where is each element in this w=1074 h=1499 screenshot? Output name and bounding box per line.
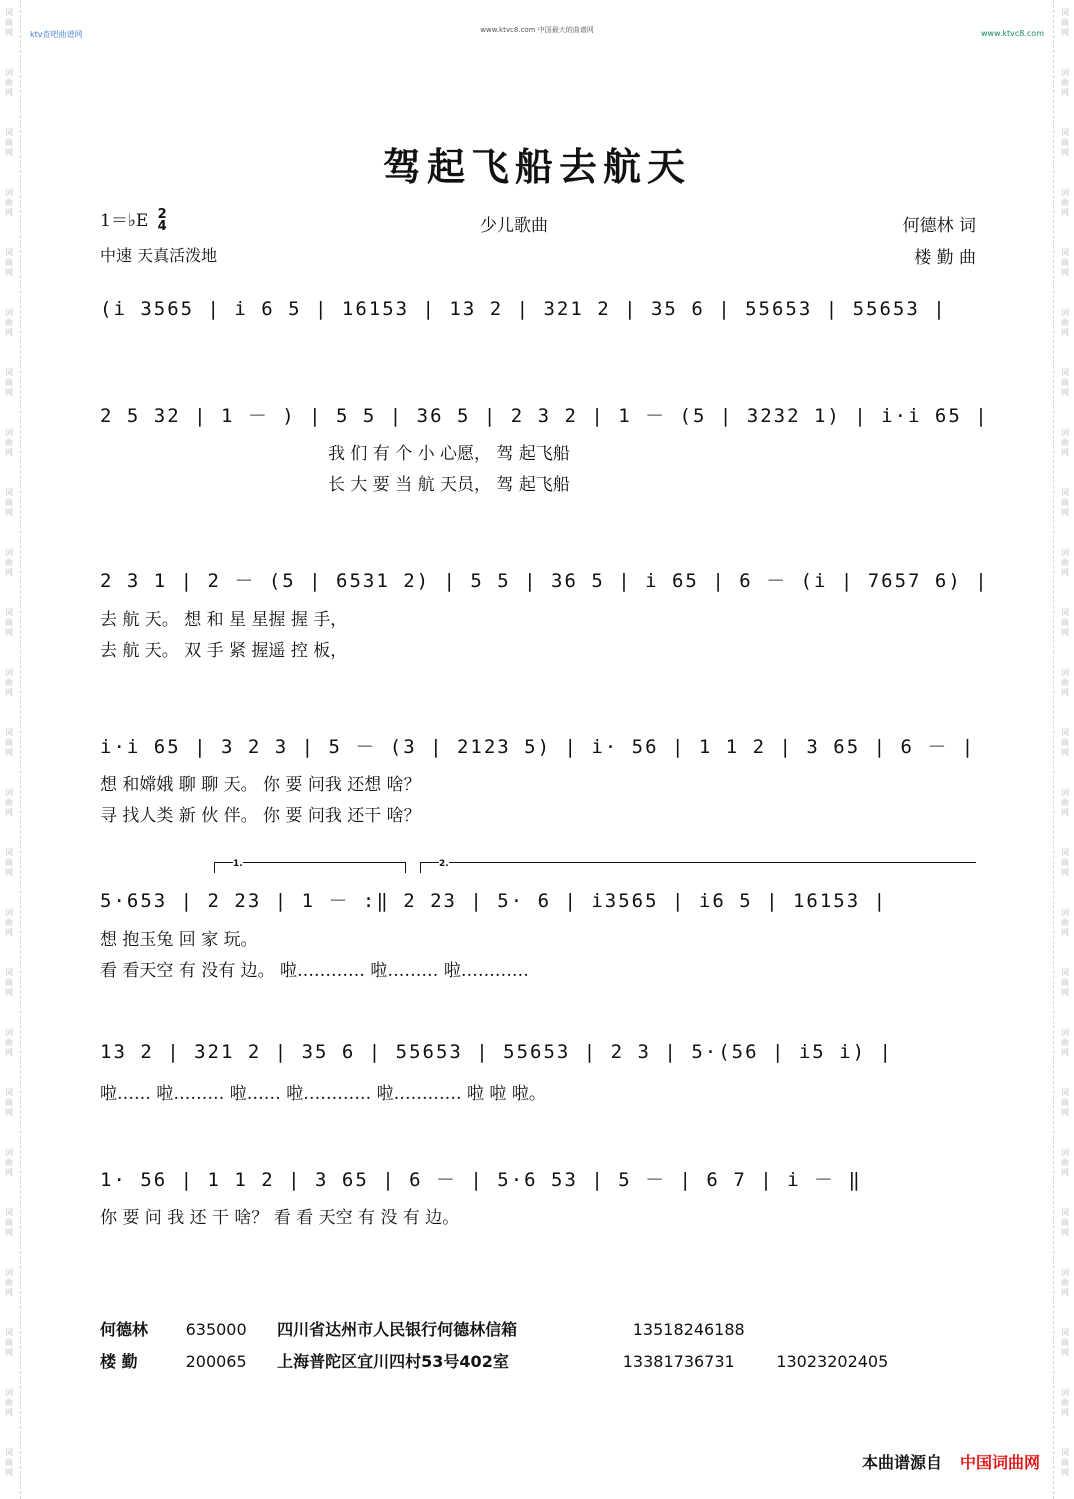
watermark-text: 词 曲 网 (5, 308, 13, 337)
watermark-text: 词 曲 网 (5, 488, 13, 517)
contact-row (100, 1317, 773, 1340)
contact-name: 何德林 (100, 1320, 149, 1339)
watermark-text: 词 曲 网 (5, 1328, 13, 1357)
contact-phone-2: 13023202405 (776, 1352, 889, 1371)
staff-notes: 2 3 1 | 2 － (5 | 6531 2) | 5 5 | 36 5 | i 65 | 6 － (i | 7657 6) | (100, 570, 989, 592)
source-credit (862, 1450, 1040, 1473)
time-top: 2 (157, 207, 167, 222)
contact-phone: 13518246188 (632, 1320, 745, 1339)
staff-notes: 13 2 | 321 2 | 35 6 | 55653 | 55653 | 2 3 | 5·(56 | i5 i) | (100, 1041, 893, 1063)
lyric-verse2: 去 航 天。 双 手 紧 握遥 控 板， (100, 641, 348, 661)
composer-credit: 楼 勤 曲 (914, 248, 976, 268)
watermark-text: 词 曲 网 (5, 428, 13, 457)
watermark-text: 词 曲 网 (1061, 488, 1069, 517)
contact-zip: 200065 (185, 1352, 247, 1371)
song-title: 驾起飞船去航天 (382, 144, 691, 189)
contact-name: 楼 勤 (100, 1352, 138, 1371)
header-center-text: www.ktvc8.com 中国最大的曲谱网 (480, 26, 594, 34)
lyric-line: 啦…… 啦……… 啦…… 啦………… 啦………… 啦 啦 啦。 (100, 1084, 546, 1104)
lyric-verse2: 长 大 要 当 航 天员， 驾 起飞船 (328, 475, 570, 495)
contact-phone: 13381736731 (622, 1352, 735, 1371)
key-signature (100, 206, 167, 233)
watermark-text: 词 曲 网 (1061, 788, 1069, 817)
watermark-text: 词 曲 网 (1061, 308, 1069, 337)
watermark-text: 词 曲 网 (5, 188, 13, 217)
source-site-link[interactable]: 中国词曲网 (959, 1453, 1040, 1472)
watermark-text: 词 曲 网 (1061, 608, 1069, 637)
watermark-text: 词 曲 网 (1061, 368, 1069, 397)
first-ending-label: 1. (233, 859, 243, 869)
watermark-text: 词 曲 网 (5, 908, 13, 937)
staff-notes: i·i 65 | 3 2 3 | 5 － (3 | 2123 5) | i· 56 | 1 1 2 | 3 65 | 6 － | (100, 736, 976, 758)
watermark-text: 词 曲 网 (5, 1268, 13, 1297)
watermark-text: 词 曲 网 (5, 1448, 13, 1477)
watermark-text: 词 曲 网 (1061, 1328, 1069, 1357)
staff-notes: 2 5 32 | 1 － ) | 5 5 | 36 5 | 2 3 2 | 1 － (5 | 3232 1) | i·i 65 | (100, 405, 989, 427)
contact-address: 上海普陀区宜川四村53号402室 (277, 1352, 509, 1371)
watermark-text: 词 曲 网 (5, 248, 13, 277)
source-prefix: 本曲谱源自 (861, 1453, 942, 1472)
watermark-text: 词 曲 网 (1061, 848, 1069, 877)
watermark-text: 词 曲 网 (1061, 1148, 1069, 1177)
watermark-text: 词 曲 网 (5, 728, 13, 757)
watermark-text: 词 曲 网 (1061, 668, 1069, 697)
time-signature (158, 209, 167, 233)
staff-4 (100, 726, 980, 760)
watermark-text: 词 曲 网 (1061, 1388, 1069, 1417)
watermark-text: 词 曲 网 (1061, 1268, 1069, 1297)
second-ending-bracket (420, 859, 976, 873)
contact-address: 四川省达州市人民银行何德林信箱 (277, 1320, 518, 1339)
right-watermark-column (1053, 0, 1074, 1499)
lyric-line: 你 要 问 我 还 干 啥？ 看 看 天空 有 没 有 边。 (100, 1208, 460, 1228)
watermark-text: 词 曲 网 (5, 668, 13, 697)
watermark-text: 词 曲 网 (1061, 1448, 1069, 1477)
second-ending-label: 2. (439, 859, 449, 869)
staff-6 (100, 1035, 980, 1069)
watermark-text: 词 曲 网 (5, 1148, 13, 1177)
staff-notes: (i 3565 | i 6 5 | 16153 | 13 2 | 321 2 | 35 6 | 55653 | 55653 | (100, 298, 947, 320)
staff-5 (100, 880, 980, 914)
left-watermark-column (0, 0, 21, 1499)
lyric-verse2: 寻 找人类 新 伙 伴。 你 要 问我 还干 啥？ (100, 806, 421, 826)
watermark-text: 词 曲 网 (5, 128, 13, 157)
header-left-link[interactable]: ktv查吧曲谱网 (30, 30, 83, 39)
lyric-verse1: 想 抱玉兔 回 家 玩。 (100, 930, 258, 950)
watermark-text: 词 曲 网 (5, 68, 13, 97)
staff-3 (100, 560, 989, 594)
watermark-text: 词 曲 网 (1061, 548, 1069, 577)
watermark-text: 词 曲 网 (5, 1088, 13, 1117)
watermark-text: 词 曲 网 (1061, 1088, 1069, 1117)
watermark-text: 词 曲 网 (5, 368, 13, 397)
watermark-text: 词 曲 网 (1061, 908, 1069, 937)
watermark-text: 词 曲 网 (5, 1028, 13, 1057)
lyric-verse2: 看 看天空 有 没有 边。 啦………… 啦……… 啦………… (100, 961, 529, 981)
key-label: 1＝♭E (100, 211, 149, 231)
lyric-verse1: 我 们 有 个 小 心愿， 驾 起飞船 (328, 444, 570, 464)
lyricist-credit: 何德林 词 (902, 216, 976, 236)
watermark-text: 词 曲 网 (1061, 128, 1069, 157)
contact-row (100, 1349, 888, 1372)
watermark-text: 词 曲 网 (5, 848, 13, 877)
contact-zip: 635000 (185, 1320, 247, 1339)
watermark-text: 词 曲 网 (1061, 8, 1069, 37)
watermark-text: 词 曲 网 (5, 968, 13, 997)
watermark-text: 词 曲 网 (1061, 1028, 1069, 1057)
first-ending-bracket (214, 859, 406, 873)
watermark-text: 词 曲 网 (5, 1388, 13, 1417)
header-right-link[interactable]: www.ktvc8.com (980, 29, 1044, 38)
watermark-text: 词 曲 网 (5, 548, 13, 577)
watermark-text: 词 曲 网 (1061, 68, 1069, 97)
watermark-text: 词 曲 网 (1061, 1208, 1069, 1237)
staff-7 (100, 1159, 980, 1193)
watermark-text: 词 曲 网 (5, 788, 13, 817)
watermark-text: 词 曲 网 (5, 608, 13, 637)
lyric-verse1: 去 航 天。 想 和 星 星握 握 手， (100, 610, 348, 630)
watermark-text: 词 曲 网 (1061, 728, 1069, 757)
watermark-text: 词 曲 网 (1061, 968, 1069, 997)
watermark-text: 词 曲 网 (5, 1208, 13, 1237)
staff-notes: 1· 56 | 1 1 2 | 3 65 | 6 － | 5·6 53 | 5 － | 6 7 | i － ‖ (100, 1169, 862, 1191)
staff-1 (100, 292, 980, 326)
watermark-text: 词 曲 网 (1061, 428, 1069, 457)
staff-notes: 5·653 | 2 23 | 1 － :‖ 2 23 | 5· 6 | i3565 | i6 5 | 16153 | (100, 890, 888, 912)
time-bottom: 4 (157, 219, 167, 234)
watermark-text: 词 曲 网 (1061, 248, 1069, 277)
tempo-marking: 中速 天真活泼地 (100, 246, 218, 265)
lyric-verse1: 想 和嫦娥 聊 聊 天。 你 要 问我 还想 啥？ (100, 775, 421, 795)
watermark-text: 词 曲 网 (1061, 188, 1069, 217)
genre-label: 少儿歌曲 (480, 216, 548, 236)
staff-2 (100, 395, 989, 429)
watermark-text: 词 曲 网 (5, 8, 13, 37)
